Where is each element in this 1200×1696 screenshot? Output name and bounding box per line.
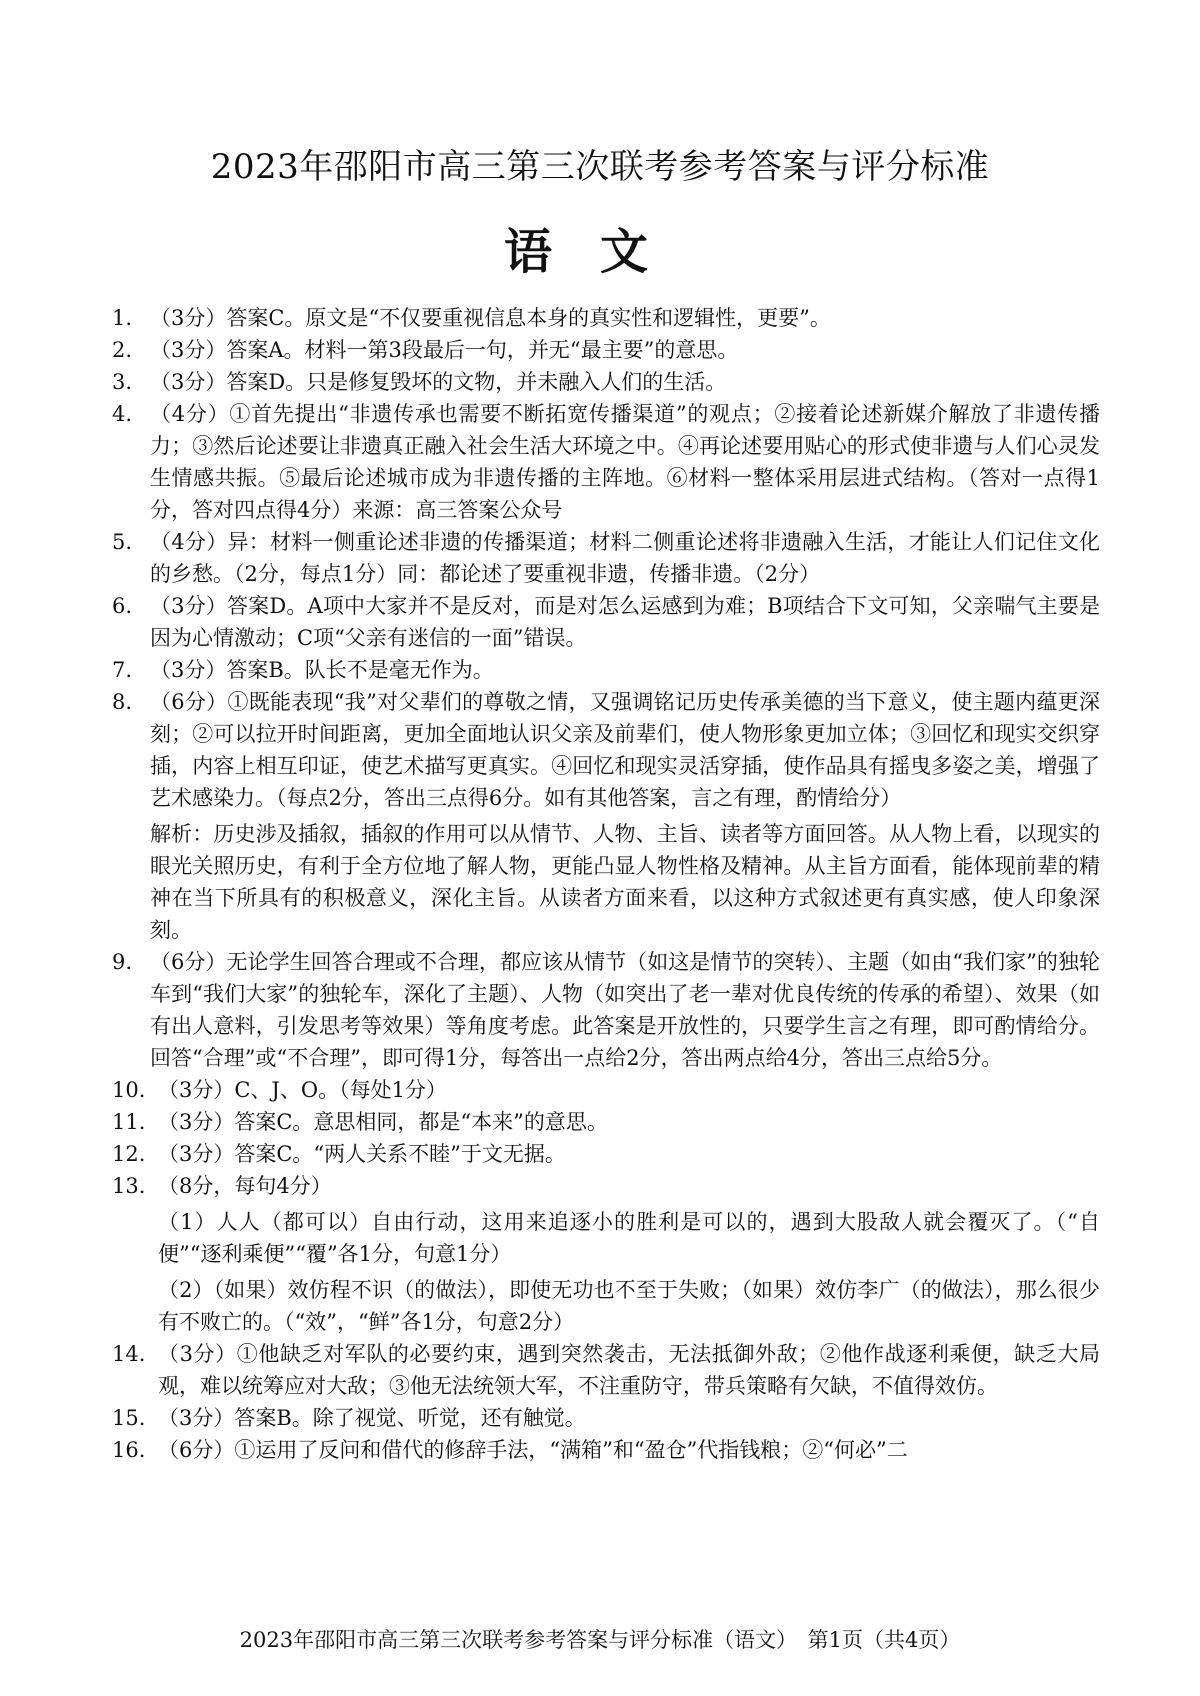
item-number: 6. [112,594,133,618]
answer-item-7 [112,654,1100,686]
item-number: 11. [112,1110,146,1134]
answer-item-1 [112,302,1100,334]
answer-item-2 [112,334,1100,366]
answer-text: （8分，每句4分） [158,1174,332,1198]
answer-text: （3分）答案D。只是修复毁坏的文物，并未融入人们的生活。 [150,370,727,394]
answer-item-9 [112,946,1100,1074]
answer-text: （3分）答案A。材料一第3段最后一句，并无“最主要”的意思。 [150,338,739,362]
subject-heading: 语文 [503,224,696,280]
answer-text: （3分）C、J、O。（每处1分） [158,1078,447,1102]
answer-text: （3分）①他缺乏对军队的必要约束，遇到突然袭击，无法抵御外敌；②他作战逐利乘便，缺乏大局观，难以统筹应对大敌；③他无法统领大军，不注重防守，带兵策略有欠缺，不值得效仿。 [158,1342,1100,1398]
item-number: 13. [112,1174,146,1198]
answer-text: （3分）答案C。“两人关系不睦”于文无据。 [158,1142,566,1166]
answer-text: （3分）答案D。A项中大家并不是反对，而是对怎么运感到为难；B项结合下文可知，父亲喘气主要是因为心情激动；C项“父亲有迷信的一面”错误。 [150,594,1100,650]
document-title: 2023年邵阳市高三第三次联考参考答案与评分标准 [210,147,990,187]
item-number: 16. [112,1438,146,1462]
item-number: 4. [112,402,133,426]
answer-text: （6分）①运用了反问和借代的修辞手法，“满箱”和“盈仓”代指钱粮；②“何必”二 [158,1438,908,1462]
answer-item-13 [112,1170,1100,1338]
answer-text: （3分）答案B。除了视觉、听觉，还有触觉。 [158,1406,586,1430]
answer-item-6 [112,590,1100,654]
answer-item-3 [112,366,1100,398]
answer-item-5 [112,526,1100,590]
answer-item-15 [112,1402,1100,1434]
answer-item-8 [112,686,1100,946]
item-number: 14. [112,1342,146,1366]
item-number: 3. [112,370,133,394]
answer-list [112,302,1100,1466]
answer-text: （6分）无论学生回答合理或不合理，都应该从情节（如这是情节的突转）、主题（如由“我们家”的独轮车到“我们大家”的独轮车，深化了主题）、人物（如突出了老一辈对优良传统的传承的希望）、效果（如有出人意料，引发思考等效果）等角度考虑。此答案是开放性的，只要学生言之有理，即可酌情给分。回答“合理”或“不合理”，即可得1分，每答出一点给2分，答出两点给4分，答出三点给5分。 [150,950,1100,1070]
item-number: 1. [112,306,133,330]
sub-answer-1: （1）人人（都可以）自由行动，这用来追逐小的胜利是可以的，遇到大股敌人就会覆灭了。（“自便”“逐利乘便”“覆”各1分，句意1分） [158,1210,1100,1266]
answer-text: （3分）答案C。意思相同，都是“本来”的意思。 [158,1110,608,1134]
answer-item-4 [112,398,1100,526]
item-number: 5. [112,530,133,554]
answer-item-10 [112,1074,1100,1106]
answer-text: （3分）答案B。队长不是毫无作为。 [150,658,494,682]
analysis-text: 解析：历史涉及插叙，插叙的作用可以从情节、人物、主旨、读者等方面回答。从人物上看，以现实的眼光关照历史，有利于全方位地了解人物，更能凸显人物性格及精神。从主旨方面看，能体现前辈的精神在当下所具有的积极意义，深化主旨。从读者方面来看，以这种方式叙述更有真实感，使人印象深刻。 [150,822,1100,942]
item-number: 2. [112,338,133,362]
sub-answer-2: （2）（如果）效仿程不识（的做法），即使无功也不至于失败；（如果）效仿李广（的做法），那么很少有不败亡的。（“效”，“鲜”各1分，句意2分） [158,1278,1100,1334]
answer-item-16 [112,1434,1100,1466]
item-number: 12. [112,1142,146,1166]
answer-text: （6分）①既能表现“我”对父辈们的尊敬之情，又强调铭记历史传承美德的当下意义，使主题内蕴更深刻；②可以拉开时间距离，更加全面地认识父亲及前辈们，使人物形象更加立体；③回忆和现实交织穿插，内容上相互印证，使艺术描写更真实。④回忆和现实灵活穿插，使作品具有摇曳多姿之美，增强了艺术感染力。（每点2分，答出三点得6分。如有其他答案，言之有理，酌情给分） [150,690,1100,810]
answer-item-12 [112,1138,1100,1170]
page-footer: 2023年邵阳市高三第三次联考参考答案与评分标准（语文） 第1页（共4页） [239,1628,961,1652]
answer-item-14 [112,1338,1100,1402]
item-number: 8. [112,690,133,714]
item-number: 9. [112,950,133,974]
answer-item-11 [112,1106,1100,1138]
answer-text: （4分）异：材料一侧重论述非遗的传播渠道；材料二侧重论述将非遗融入生活，才能让人们记住文化的乡愁。（2分，每点1分）同：都论述了要重视非遗，传播非遗。（2分） [150,530,1100,586]
item-number: 15. [112,1406,146,1430]
answer-text: （3分）答案C。原文是“不仅要重视信息本身的真实性和逻辑性，更要”。 [150,306,831,330]
item-number: 7. [112,658,133,682]
answer-text: （4分）①首先提出“非遗传承也需要不断拓宽传播渠道”的观点；②接着论述新媒介解放了非遗传播力；③然后论述要让非遗真正融入社会生活大环境之中。④再论述要用贴心的形式使非遗与人们心灵发生情感共振。⑤最后论述城市成为非遗传播的主阵地。⑥材料一整体采用层进式结构。（答对一点得1分，答对四点得4分）来源：高三答案公众号 [150,402,1100,522]
item-number: 10. [112,1078,146,1102]
